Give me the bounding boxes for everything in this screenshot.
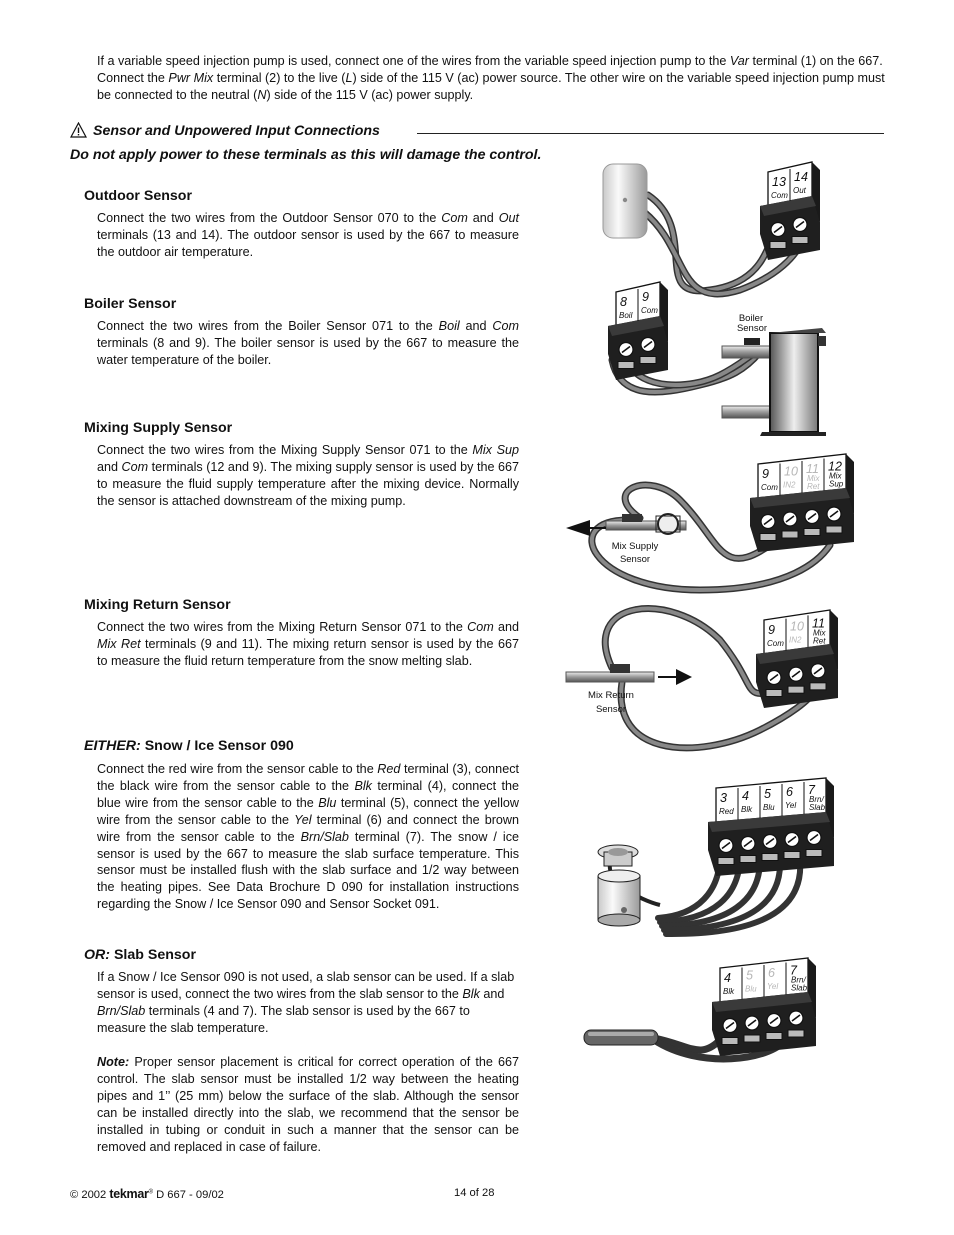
snow-figure (598, 778, 834, 934)
terminal-number: 10 (784, 464, 798, 479)
outdoor-sensor-text (97, 210, 519, 261)
terminal-number: 13 (772, 175, 786, 189)
terminal-label: Com (761, 483, 778, 492)
slab-text (97, 969, 519, 1037)
slab-note (97, 1054, 519, 1155)
terminal-number: 12 (828, 459, 842, 474)
text-run: Blk (462, 986, 480, 1001)
text-run: Out (498, 211, 519, 225)
text-run: Connect the two wires from the Outdoor Sensor 070 to the (97, 211, 442, 225)
mix-supply-caption-1: Mix Supply (611, 541, 659, 552)
text-run: Com (492, 319, 519, 333)
terminal-label: Slab (791, 983, 808, 993)
note-label: Note: (97, 1055, 130, 1069)
flow-arrow-right (676, 669, 692, 685)
footer-doc: D 667 - 09/02 (156, 1189, 224, 1201)
text-run: Blk (354, 778, 372, 793)
mixing-return-heading: Mixing Return Sensor (84, 597, 231, 613)
slab-title: Slab Sensor (113, 947, 196, 963)
terminal-label: Ret (813, 636, 826, 646)
boiler-caption-2: Sensor (736, 323, 768, 334)
terminal-number: 9 (768, 623, 775, 637)
text-run: terminal (6) and connect the brown wire from the sensor cable to the (97, 812, 519, 844)
text-run: Com (467, 620, 494, 634)
outdoor-figure (603, 162, 820, 294)
footer-left: © 2002 tekmar® D 667 - 09/02 (70, 1187, 224, 1201)
mix-return-caption-1: Mix Return (588, 690, 634, 701)
terminal-label: Blk (741, 805, 753, 814)
intro-paragraph (97, 53, 887, 104)
text-run: terminals (4 and 7). The slab sensor is used by the 667 to measure the slab temperature. (97, 1003, 470, 1035)
text-run: If a variable speed injection pump is used, connect one of the wires from the variable speed injection pump to the (97, 54, 730, 68)
terminal-label: Slab (809, 803, 826, 812)
text-run: Blu (318, 795, 337, 810)
terminal-label: Brn/ (791, 975, 806, 985)
text-run: Connect the two wires from the Boiler Sensor 071 to the (97, 319, 439, 333)
terminal-label: Yel (767, 982, 779, 991)
section-rule (417, 133, 884, 134)
terminal-number: 5 (746, 968, 753, 983)
section-heading (70, 123, 884, 141)
terminal-label: Ret (807, 482, 820, 491)
terminal-label: Com (767, 639, 784, 648)
text-run: Brn/Slab (97, 1003, 146, 1018)
boiler-sensor-heading: Boiler Sensor (84, 296, 177, 312)
terminal-number: 7 (790, 963, 797, 978)
terminal-label: Blu (745, 984, 757, 994)
text-run: terminal (1) on the 667. Connect the (97, 54, 883, 85)
or-label: OR: (84, 947, 111, 963)
text-run: Connect the two wires from the Mixing Return Sensor 071 to the (97, 620, 468, 634)
text-run: terminals (13 and 14). The outdoor sensor is used by the 667 to measure the outdoor air temperature. (97, 227, 519, 259)
terminal-number: 6 (786, 785, 793, 799)
boiler-figure (608, 282, 826, 436)
boiler-sensor-text (97, 318, 519, 369)
terminal-label: IN2 (789, 635, 802, 645)
terminal-number: 9 (642, 290, 649, 304)
terminal-number: 11 (812, 616, 825, 631)
slab-terminal-block (712, 958, 816, 1056)
terminal-label: Blu (763, 803, 775, 812)
terminal-number: 5 (764, 787, 771, 801)
text-run: terminals (12 and 9). The mixing supply sensor is used by the 667 to measure the fluid supply temperature after the mixing device. Normally the sensor is attached downstream of the mixing pump. (97, 459, 520, 508)
terminal-number: 4 (742, 789, 749, 803)
snow-terminal-block (708, 778, 834, 876)
slab-heading (84, 947, 196, 963)
section-title: Sensor and Unpowered Input Connections (93, 123, 380, 139)
terminal-number: 8 (620, 295, 627, 309)
mix-supply-caption-2: Sensor (619, 554, 651, 565)
terminal-label: Mix (829, 471, 842, 481)
warning-icon (70, 122, 87, 138)
terminal-number: 9 (762, 467, 769, 481)
text-run: Yel (294, 812, 312, 827)
note-text: Proper sensor placement is critical for correct operation of the 667 control. The slab sensor must be installed 1/2 way between the heating pipes and 1’’ (25 mm) below the surface of the slab. Although the sensor can be installed directly into the slab, we recommend that the sensor be installed in tubing or conduit in such a manner that the sensor can be removed and replaced in case of failure. (97, 1055, 520, 1154)
warning-text: Do not apply power to these terminals as this will damage the control. (70, 147, 542, 163)
text-run: Brn/Slab (300, 829, 349, 844)
mixing-supply-heading: Mixing Supply Sensor (84, 420, 233, 436)
text-run: terminals (9 and 11). The mixing return sensor is used by the 667 to measure the fluid return temperature from the snow melting slab. (97, 636, 519, 668)
text-run: Red (377, 762, 401, 776)
text-run: and (97, 459, 122, 474)
text-run: Com (121, 459, 149, 474)
text-run: Var (729, 54, 749, 68)
terminal-number: 3 (720, 791, 727, 805)
text-run: and (493, 620, 519, 634)
text-run: terminal (7). The snow / ice sensor is used by the 667 to measure the slab surface temperature. This sensor must be installed flush with the slab surface and 1/2 way between the heating pipes. See Data Brochure D 090 for installation instructions regarding the Snow / Ice Sensor 090 and Sensor Socket 091. (97, 829, 519, 912)
footer-copyright: © 2002 (70, 1189, 107, 1201)
page-number: 14 of 28 (454, 1187, 495, 1199)
outdoor-sensor-heading: Outdoor Sensor (84, 188, 192, 204)
mix-supply-terminal-block (750, 454, 854, 552)
slab-figure (584, 958, 816, 1059)
mix-return-terminal-block (756, 610, 838, 708)
text-run: and (467, 211, 499, 225)
text-run: L (345, 70, 353, 85)
text-run: terminal (4), connect the blue wire from the sensor cable to the (97, 778, 519, 810)
mix-return-caption-2: Sensor (595, 704, 627, 715)
text-run: ) side of the 115 V (ac) power source. The other wire on the variable speed injection pump must be connected to the neutral ( (97, 70, 885, 102)
mixing-supply-text (97, 442, 519, 510)
text-run: Pwr Mix (168, 70, 214, 85)
snow-ice-heading (84, 738, 294, 754)
terminal-number: 4 (724, 971, 731, 985)
text-run: terminal (5), connect the yellow wire from the sensor cable to the (97, 795, 519, 827)
terminal-label: IN2 (783, 480, 796, 490)
terminal-label: Brn/ (809, 795, 824, 804)
text-run: ) side of the 115 V (ac) power supply. (266, 87, 474, 102)
terminal-number: 11 (806, 462, 819, 476)
terminal-label: Sup (829, 479, 844, 489)
terminal-label: Boil (619, 311, 633, 320)
text-run: Mix Sup (472, 443, 520, 457)
flow-arrow-left (566, 520, 590, 536)
text-run: Boil (438, 319, 460, 333)
terminal-number: 14 (794, 170, 808, 184)
text-run: terminal (3), connect the black wire from the sensor cable to the (97, 762, 519, 793)
text-run: terminals (8 and 9). The boiler sensor is used by the 667 to measure the water temperature of the boiler. (97, 335, 519, 367)
text-run: and (479, 986, 505, 1001)
terminal-label: Com (641, 306, 658, 315)
text-run: If a Snow / Ice Sensor 090 is not used, a slab sensor can be used. If a slab sensor is used, connect the two wires from the slab sensor to the (97, 970, 515, 1001)
terminal-number: 6 (768, 966, 775, 980)
snow-ice-title: Snow / Ice Sensor 090 (144, 738, 294, 754)
terminal-label: Mix (813, 628, 826, 638)
outdoor-terminal-block (760, 162, 820, 260)
text-run: N (257, 87, 267, 102)
mix-supply-figure (566, 454, 854, 590)
terminal-number: 7 (808, 783, 815, 797)
text-run: Connect the two wires from the Mixing Supply Sensor 071 to the (97, 443, 473, 457)
footer-brand-logo: tekmar (109, 1187, 149, 1201)
snow-ice-text (97, 761, 519, 913)
terminal-label: Yel (785, 801, 797, 810)
terminal-number: 10 (790, 619, 804, 634)
wiring-diagrams (520, 150, 954, 1150)
mix-return-figure (566, 609, 838, 748)
outdoor-sensor-screw (623, 198, 627, 202)
text-run: and (459, 319, 493, 333)
text-run: terminal (2) to the live ( (213, 70, 346, 85)
terminal-label: Mix (807, 474, 820, 483)
text-run: Mix Ret (97, 636, 141, 651)
mixing-return-text (97, 619, 519, 670)
text-run: Connect the red wire from the sensor cable to the (97, 762, 378, 776)
terminal-label: Com (771, 191, 788, 200)
boiler-terminal-block (608, 282, 668, 380)
either-label: EITHER: (84, 738, 141, 754)
terminal-label: Red (719, 807, 734, 816)
boiler-caption-1: Boiler (738, 313, 764, 324)
text-run: Com (441, 211, 468, 225)
terminal-label: Out (793, 186, 806, 195)
terminal-label: Blk (723, 987, 735, 996)
